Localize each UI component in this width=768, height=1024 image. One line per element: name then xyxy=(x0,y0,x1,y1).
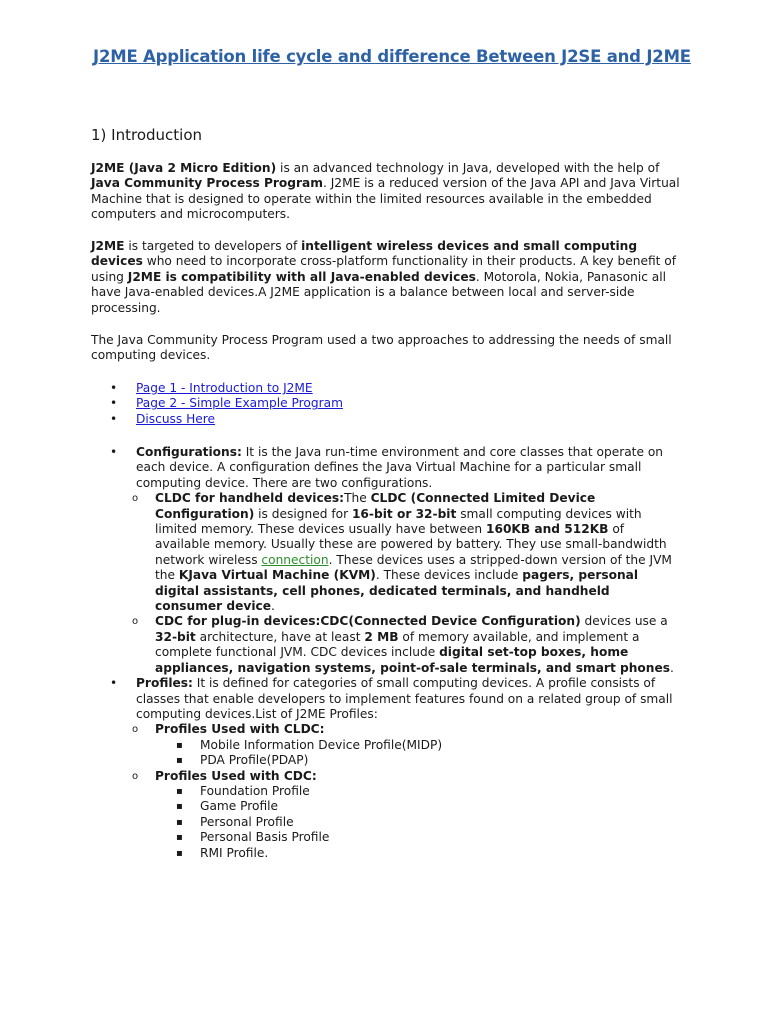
list-item: ▪ Foundation Profile xyxy=(110,784,680,799)
list-item: ▪ PDA Profile(PDAP) xyxy=(110,753,680,768)
text-span: It is defined for categories of small computing devices. A profile consists of classes that enable developers to implement features found on a related group of small computing devices.List of J2ME Profiles: xyxy=(136,676,673,721)
text-span: . These devices include xyxy=(375,568,523,583)
profiles-cdc-item xyxy=(110,769,680,861)
profiles-item xyxy=(110,676,680,861)
intro-paragraph-3: The Java Community Process Program used a two approaches to addressing the needs of small computing devices. xyxy=(91,333,672,363)
bold-compatibility: J2ME is compatibility with all Java-enabled devices xyxy=(127,269,476,284)
text-span: is designed for xyxy=(254,506,352,521)
configurations-item xyxy=(110,445,680,676)
bold-j2me: J2ME xyxy=(91,239,125,253)
intro-paragraph-2 xyxy=(91,239,687,316)
bold-2mb: 2 MB xyxy=(364,629,399,644)
profiles-cldc-item xyxy=(110,722,680,768)
text-span: The xyxy=(344,491,371,506)
text-span: . J2ME is a reduced version of the Java API and Java Virtual Machine that is designed to operate within the limited resources available in the embedded computers and microcomputers. xyxy=(91,176,680,222)
profiles-cldc-label: Profiles Used with CLDC: xyxy=(155,722,325,737)
bold-cldc-full: CLDC (Connected Limited Device Configuration) xyxy=(155,491,596,521)
intro-paragraph-1 xyxy=(91,161,687,223)
section-heading-introduction: 1) Introduction xyxy=(91,126,202,144)
configurations-sublist xyxy=(110,491,680,676)
bold-jcp-program: Java Community Process Program xyxy=(91,176,323,191)
bold-j2me-java2-micro-edition: J2ME (Java 2 Micro Edition) xyxy=(91,161,277,175)
bold-cldc-devices: pagers, personal digital assistants, cell phones, dedicated terminals, and handheld consumer device xyxy=(155,568,639,614)
bold-cdc-plugin: CDC for plug-in devices:CDC(Connected Device Configuration) xyxy=(155,614,581,629)
configurations-label: Configurations: xyxy=(136,445,242,459)
profiles-label: Profiles: xyxy=(136,676,193,691)
list-item: ▪ RMI Profile. xyxy=(110,846,680,861)
text-span: . xyxy=(669,660,674,675)
text-span: devices use a xyxy=(580,614,668,629)
profiles-cdc-list xyxy=(110,784,680,861)
profiles-sublist xyxy=(110,722,680,861)
bold-target-devices: intelligent wireless devices and small computing devices xyxy=(91,239,638,269)
text-span: . These devices uses a stripped-down version of the JVM the xyxy=(155,552,672,583)
text-span: . Motorola, Nokia, Panasonic all have Java-enabled devices.A J2ME application is a balance between local and server-side processing. xyxy=(91,269,667,315)
text-span: It is the Java run-time environment and core classes that operate on each device. A configuration defines the Java Virtual Machine for a particular small computing device. There are two configurations. xyxy=(136,445,664,490)
list-item xyxy=(110,396,343,411)
connection-link[interactable]: connection xyxy=(261,552,329,567)
bold-bits: 16-bit or 32-bit xyxy=(351,506,457,521)
link-discuss-here[interactable]: Discuss Here xyxy=(136,411,216,426)
page-links-list xyxy=(110,381,343,427)
text-span: is an advanced technology in Java, developed with the help of xyxy=(276,161,660,175)
text-span: is targeted to developers of xyxy=(124,239,302,253)
list-item: ▪ Game Profile xyxy=(110,799,680,814)
bold-cdc-devices: digital set-top boxes, home appliances, navigation systems, point-of-sale terminals, and smart phones xyxy=(155,645,670,675)
text-span: of available memory. Usually these are powered by battery. They use small-bandwidth network wireless xyxy=(155,522,667,567)
profiles-cdc-label: Profiles Used with CDC: xyxy=(155,768,317,783)
document-title: J2ME Application life cycle and difference Between J2SE and J2ME xyxy=(93,47,691,66)
cdc-item xyxy=(110,614,680,676)
main-bullet-list xyxy=(110,445,680,861)
text-span: . xyxy=(271,599,275,614)
text-span: of memory available, and implement a complete functional JVM. CDC devices include xyxy=(155,629,640,660)
bold-cldc-handheld: CLDC for handheld devices: xyxy=(155,491,345,506)
list-item: ▪ Personal Basis Profile xyxy=(110,830,680,845)
link-page-2[interactable]: Page 2 - Simple Example Program xyxy=(136,396,343,411)
text-span: small computing devices with limited memory. These devices usually have between xyxy=(155,506,642,537)
text-span: architecture, have at least xyxy=(195,629,365,644)
list-item: ▪ Mobile Information Device Profile(MIDP) xyxy=(110,738,680,753)
list-item xyxy=(110,412,343,427)
bold-kvm: KJava Virtual Machine (KVM) xyxy=(178,568,376,583)
list-item xyxy=(110,381,343,396)
bold-32bit: 32-bit xyxy=(155,629,196,644)
bold-memory: 160KB and 512KB xyxy=(485,522,609,537)
profiles-cldc-list xyxy=(110,738,680,769)
list-item: ▪ Personal Profile xyxy=(110,815,680,830)
cldc-item xyxy=(110,491,680,614)
text-span: who need to incorporate cross-platform functionality in their products. A key benefit of using xyxy=(91,254,677,284)
link-page-1[interactable]: Page 1 - Introduction to J2ME xyxy=(136,381,313,395)
